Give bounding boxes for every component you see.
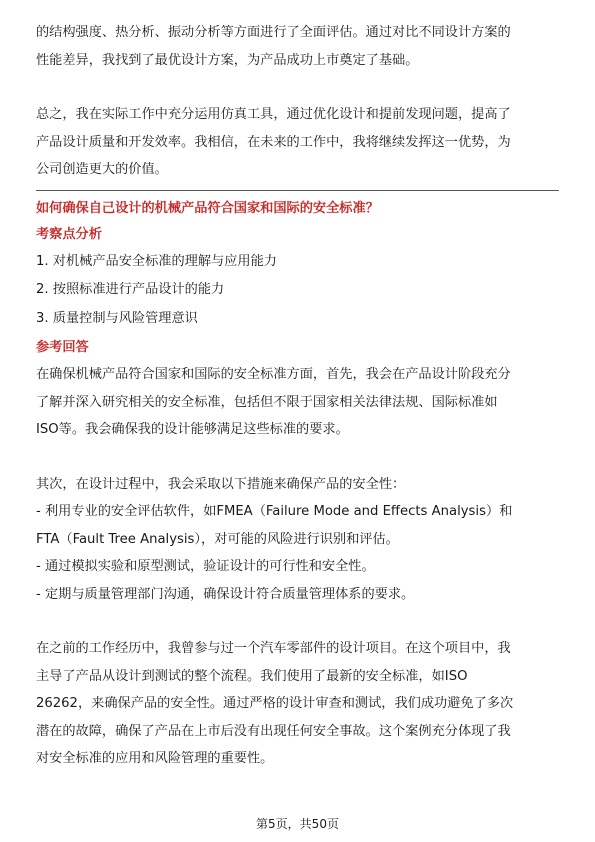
text-line: 其次，在设计过程中，我会采取以下措施来确保产品的安全性： bbox=[36, 476, 406, 492]
analysis-list bbox=[36, 248, 559, 334]
answer-paragraph-1 bbox=[36, 361, 559, 444]
answer-paragraph-2 bbox=[36, 471, 559, 609]
intro-paragraph bbox=[36, 19, 559, 74]
text-line: 主导了产品从设计到测试的整个流程。我们使用了最新的安全标准，如ISO bbox=[36, 668, 468, 684]
text-line: 在之前的工作经历中，我曾参与过一个汽车零部件的设计项目。在这个项目中，我 bbox=[36, 641, 511, 656]
text-line: 潜在的故障，确保了产品在上市后没有出现任何安全事故。这个案例充分体现了我 bbox=[36, 723, 511, 739]
text-line: - 定期与质量管理部门沟通，确保设计符合质量管理体系的要求。 bbox=[36, 586, 415, 602]
text-line: 公司创造更大的价值。 bbox=[36, 162, 168, 177]
text-line: 的结构强度、热分析、振动分析等方面进行了全面评估。通过对比不同设计方案的 bbox=[36, 25, 511, 40]
list-item: 1. 对机械产品安全标准的理解与应用能力 bbox=[36, 253, 277, 269]
text-line: 26262，来确保产品的安全性。通过严格的设计审查和测试，我们成功避免了多次 bbox=[36, 696, 514, 711]
list-item: 2. 按照标准进行产品设计的能力 bbox=[36, 282, 225, 297]
text-line: 对安全标准的应用和风险管理的重要性。 bbox=[36, 751, 274, 766]
page-number: 第5页，共50页 bbox=[256, 817, 339, 831]
text-line: ISO等。我会确保我的设计能够满足这些标准的要求。 bbox=[36, 422, 349, 437]
text-line: - 利用专业的安全评估软件，如FMEA（Failure Mode and Effects Analysis）和 bbox=[36, 504, 513, 519]
section-divider bbox=[36, 190, 559, 191]
text-line: FTA（Fault Tree Analysis），对可能的风险进行识别和评估。 bbox=[36, 531, 399, 547]
text-line: 性能差异，我找到了最优设计方案，为产品成功上市奠定了基础。 bbox=[36, 52, 419, 68]
text-line: 了解并深入研究相关的安全标准，包括但不限于国家相关法律法规、国际标准如 bbox=[36, 394, 498, 410]
answer-heading: 参考回答 bbox=[36, 340, 89, 355]
question-title: 如何确保自己设计的机械产品符合国家和国际的安全标准？ bbox=[36, 200, 379, 216]
document-page bbox=[36, 0, 559, 773]
text-line: 在确保机械产品符合国家和国际的安全标准方面，首先，我会在产品设计阶段充分 bbox=[36, 367, 511, 382]
list-item: 3. 质量控制与风险管理意识 bbox=[36, 310, 198, 326]
text-line: - 通过模拟实验和原型测试，验证设计的可行性和安全性。 bbox=[36, 559, 375, 574]
summary-paragraph bbox=[36, 101, 559, 184]
text-line: 产品设计质量和开发效率。我相信，在未来的工作中，我将继续发挥这一优势，为 bbox=[36, 134, 511, 150]
answer-paragraph-3 bbox=[36, 635, 559, 773]
analysis-heading: 考察点分析 bbox=[36, 226, 102, 242]
text-line: 总之，我在实际工作中充分运用仿真工具，通过优化设计和提前发现问题，提高了 bbox=[36, 107, 511, 122]
